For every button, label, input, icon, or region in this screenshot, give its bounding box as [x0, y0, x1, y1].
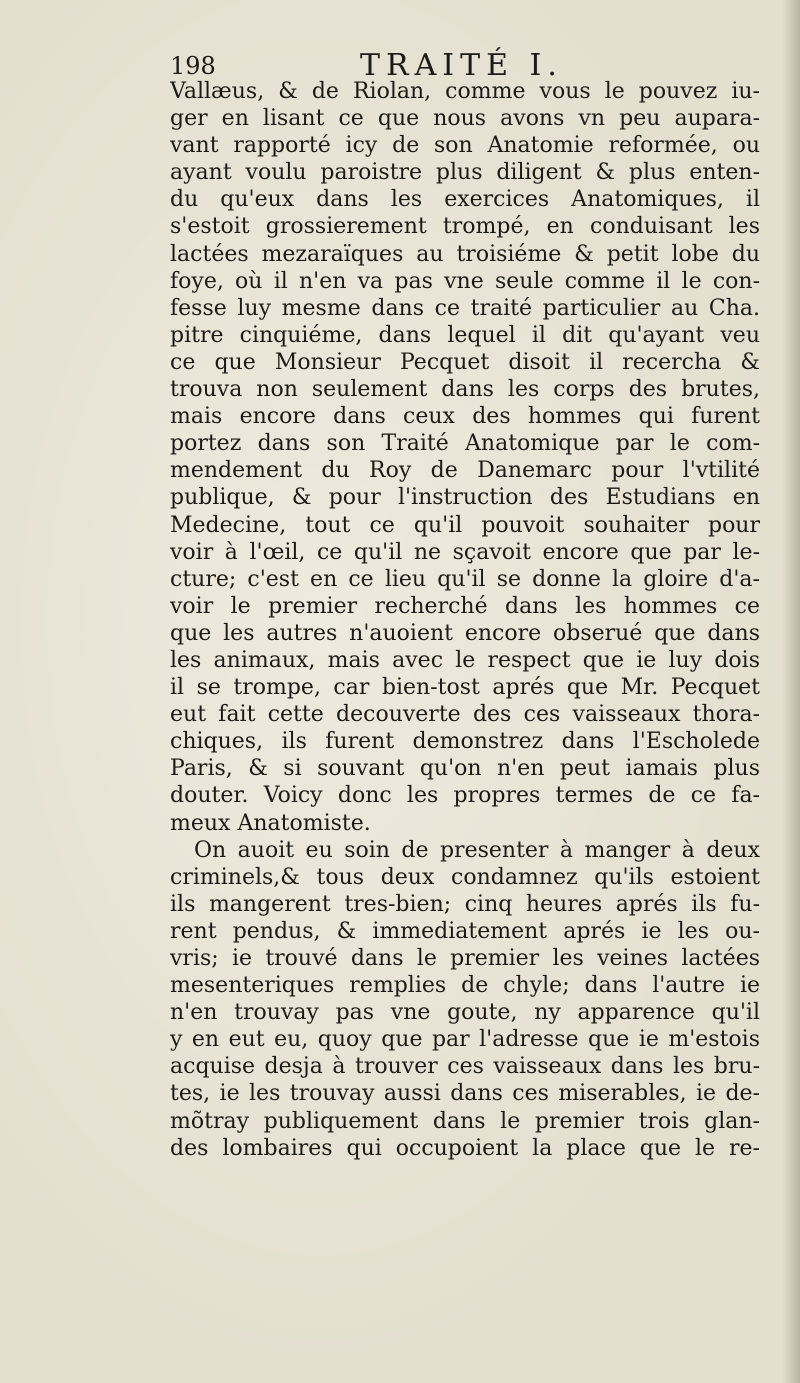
running-head: TRAITÉ I.	[360, 48, 563, 83]
text-line: mendement du Roy de Danemarc pour l'vtilité	[170, 458, 760, 484]
page-edge-shadow	[782, 0, 800, 1383]
text-line: voir à l'œil, ce qu'il ne sçavoit encore que par le-	[170, 539, 760, 565]
text-line: voir le premier recherché dans les hommes ce	[170, 593, 760, 619]
text-line: chiques, ils furent demonstrez dans l'Escholede	[170, 729, 760, 755]
text-line: Paris, & si souvant qu'on n'en peut iamais plus	[170, 756, 760, 782]
text-line: des lombaires qui occupoient la place que le re-	[170, 1135, 760, 1161]
text-line: trouva non seulement dans les corps des brutes,	[170, 377, 760, 403]
text-line: Medecine, tout ce qu'il pouvoit souhaiter pour	[170, 512, 760, 538]
text-line: On auoit eu soin de presenter à manger à deux	[194, 837, 760, 863]
text-line: cture; c'est en ce lieu qu'il se donne la gloire d'a-	[170, 566, 760, 592]
text-line: meux Anatomiste.	[170, 810, 371, 836]
text-line: s'estoit grossierement trompé, en conduisant les	[170, 214, 760, 240]
text-line: que les autres n'auoient encore obserué que dans	[170, 620, 760, 646]
text-line: ce que Monsieur Pecquet disoit il recercha &	[170, 349, 760, 375]
body-text	[170, 78, 760, 1162]
text-line: ils mangerent tres-bien; cinq heures aprés ils fu-	[170, 891, 760, 917]
text-line: lactées mezaraïques au troisiéme & petit lobe du	[170, 241, 760, 267]
text-line: rent pendus, & immediatement aprés ie les ou-	[170, 918, 760, 944]
text-line: n'en trouvay pas vne goute, ny apparence qu'il	[170, 1000, 760, 1026]
text-line: douter. Voicy donc les propres termes de ce fa-	[170, 783, 760, 809]
text-line: criminels,& tous deux condamnez qu'ils estoient	[170, 864, 760, 890]
text-line: fesse luy mesme dans ce traité particulier au Cha.	[170, 295, 760, 321]
text-line: vris; ie trouvé dans le premier les veines lactées	[170, 946, 760, 971]
text-line: ger en lisant ce que nous avons vn peu aupara-	[170, 106, 760, 132]
text-line: eut fait cette decouverte des ces vaisseaux thora-	[170, 702, 760, 728]
text-line: les animaux, mais avec le respect que ie luy dois	[170, 647, 760, 673]
text-line: tes, ie les trouvay aussi dans ces miserables, ie de-	[170, 1081, 760, 1107]
text-line: pitre cinquiéme, dans lequel il dit qu'ayant veu	[170, 322, 760, 348]
text-line: Vallæus, & de Riolan, comme vous le pouvez iu-	[170, 79, 760, 104]
text-line: du qu'eux dans les exercices Anatomiques, il	[170, 187, 760, 213]
text-line: mesenteriques remplies de chyle; dans l'autre ie	[170, 973, 760, 999]
text-line: vant rapporté icy de son Anatomie reformée, ou	[170, 133, 760, 159]
text-line: publique, & pour l'instruction des Estudians en	[170, 485, 760, 511]
text-line: il se trompe, car bien-tost aprés que Mr. Pecquet	[170, 675, 760, 701]
text-line: acquise desja à trouver ces vaisseaux dans les bru-	[170, 1054, 760, 1080]
text-line: ayant voulu paroistre plus diligent & plus enten-	[170, 160, 760, 186]
text-line: foye, où il n'en va pas vne seule comme il le con-	[170, 268, 760, 294]
text-line: mõtray publiquement dans le premier trois glan-	[170, 1108, 760, 1134]
text-line: y en eut eu, quoy que par l'adresse que ie m'estois	[170, 1027, 760, 1053]
page-number: 198	[170, 52, 216, 80]
text-line: portez dans son Traité Anatomique par le com-	[170, 431, 760, 457]
text-line: mais encore dans ceux des hommes qui furent	[170, 404, 760, 430]
